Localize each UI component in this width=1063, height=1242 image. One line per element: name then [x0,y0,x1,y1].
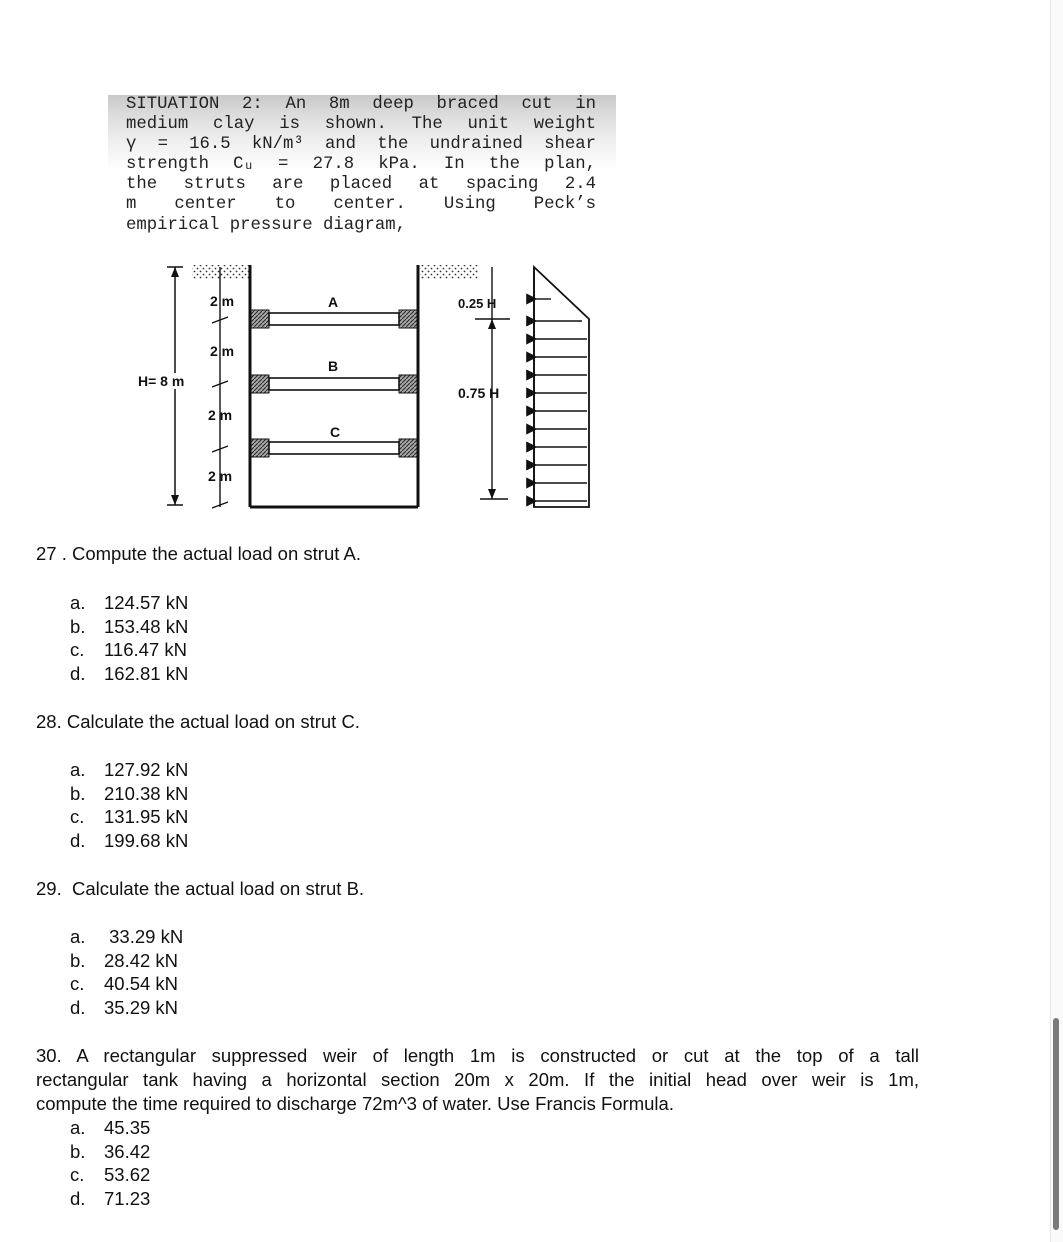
question-29-prompt: 29. Calculate the actual load on strut B. [36,878,365,899]
depth-arrow-bottom [171,495,179,505]
prompt-line: 30. A rectangular suppressed weir of length 1m is constructed or cut at the top of a tall [36,1045,919,1066]
option[interactable]: d. 199.68 kN [70,829,189,851]
situation-line: m center to center. Using Peck’s [126,195,596,215]
pressure-label-top: 0.25 H [458,296,497,311]
question-28-options [70,758,188,852]
ground-soil-left [192,265,250,279]
option[interactable]: b. 210.38 kN [70,782,189,804]
option[interactable]: c. 131.95 kN [70,806,189,827]
ground-soil-right [420,265,478,279]
option[interactable]: b. 28.42 kN [70,949,179,971]
strut-beam [269,442,399,454]
option[interactable]: b. 36.42 [70,1140,151,1162]
pressure-arrows [536,299,587,501]
question-28-prompt: 28. Calculate the actual load on strut C. [36,711,360,732]
pressure-label-bottom: 0.75 H [458,385,500,401]
option[interactable]: a. 33.29 kN [70,926,184,947]
wale [251,375,269,393]
situation-block [108,95,616,237]
question-27-prompt: 27 . Compute the actual load on strut A. [36,543,361,564]
option[interactable]: c. 53.62 [70,1164,151,1185]
prompt-line: rectangular tank having a horizontal section 20m x 20m. If the initial head over weir is 1m, [36,1069,919,1090]
depth-arrow-top [171,267,179,277]
wale [399,439,417,457]
braced-cut-diagram [130,255,630,515]
situation-line: strength Cᵤ = 27.8 kPa. In the plan, [126,155,596,175]
wale [399,375,417,393]
wale [251,310,269,328]
option[interactable]: d. 162.81 kN [70,662,189,684]
question-30-prompt [36,1044,919,1116]
strut-c [251,439,417,457]
option[interactable]: c. 40.54 kN [70,973,179,994]
option[interactable]: d. 71.23 [70,1187,151,1209]
scrollbar-thumb[interactable] [1053,1018,1059,1230]
option[interactable]: a. 127.92 kN [70,759,189,780]
strut-b [251,375,417,393]
situation-line: SITUATION 2: An 8m deep braced cut in [126,95,596,114]
vertical-scrollbar[interactable] [1050,0,1063,1242]
strut-label-c: C [330,424,341,440]
situation-line: medium clay is shown. The unit weight [126,115,596,135]
question-29-options [70,925,183,1019]
strut-beam [269,378,399,390]
option[interactable]: b. 153.48 kN [70,615,189,637]
situation-line: γ = 16.5 kN/m³ and the undrained shear [126,135,596,155]
strut-a [251,310,417,328]
situation-line: empirical pressure diagram, [126,215,407,235]
wale [399,310,417,328]
pressure-arrow [488,319,496,329]
question-30-options [70,1116,150,1210]
situation-line: the struts are placed at spacing 2.4 [126,175,596,195]
spacing-label: 2 m [208,468,233,484]
strut-label-b: B [328,358,339,374]
pressure-envelope [534,267,589,507]
option[interactable]: d. 35.29 kN [70,996,179,1018]
question-27-options [70,591,188,685]
depth-label: H= 8 m [138,373,185,389]
pressure-arrow [488,489,496,499]
strut-beam [269,313,399,325]
strut-label-a: A [328,294,339,310]
wale [251,439,269,457]
option[interactable]: a. 124.57 kN [70,592,189,613]
spacing-label: 2 m [210,343,235,359]
option[interactable]: a. 45.35 [70,1117,151,1138]
prompt-line: compute the time required to discharge 72m^3 of water. Use Francis Formula. [36,1093,674,1114]
option[interactable]: c. 116.47 kN [70,639,187,660]
spacing-label: 2 m [210,293,235,309]
spacing-label: 2 m [208,407,233,423]
situation-text [126,95,596,236]
